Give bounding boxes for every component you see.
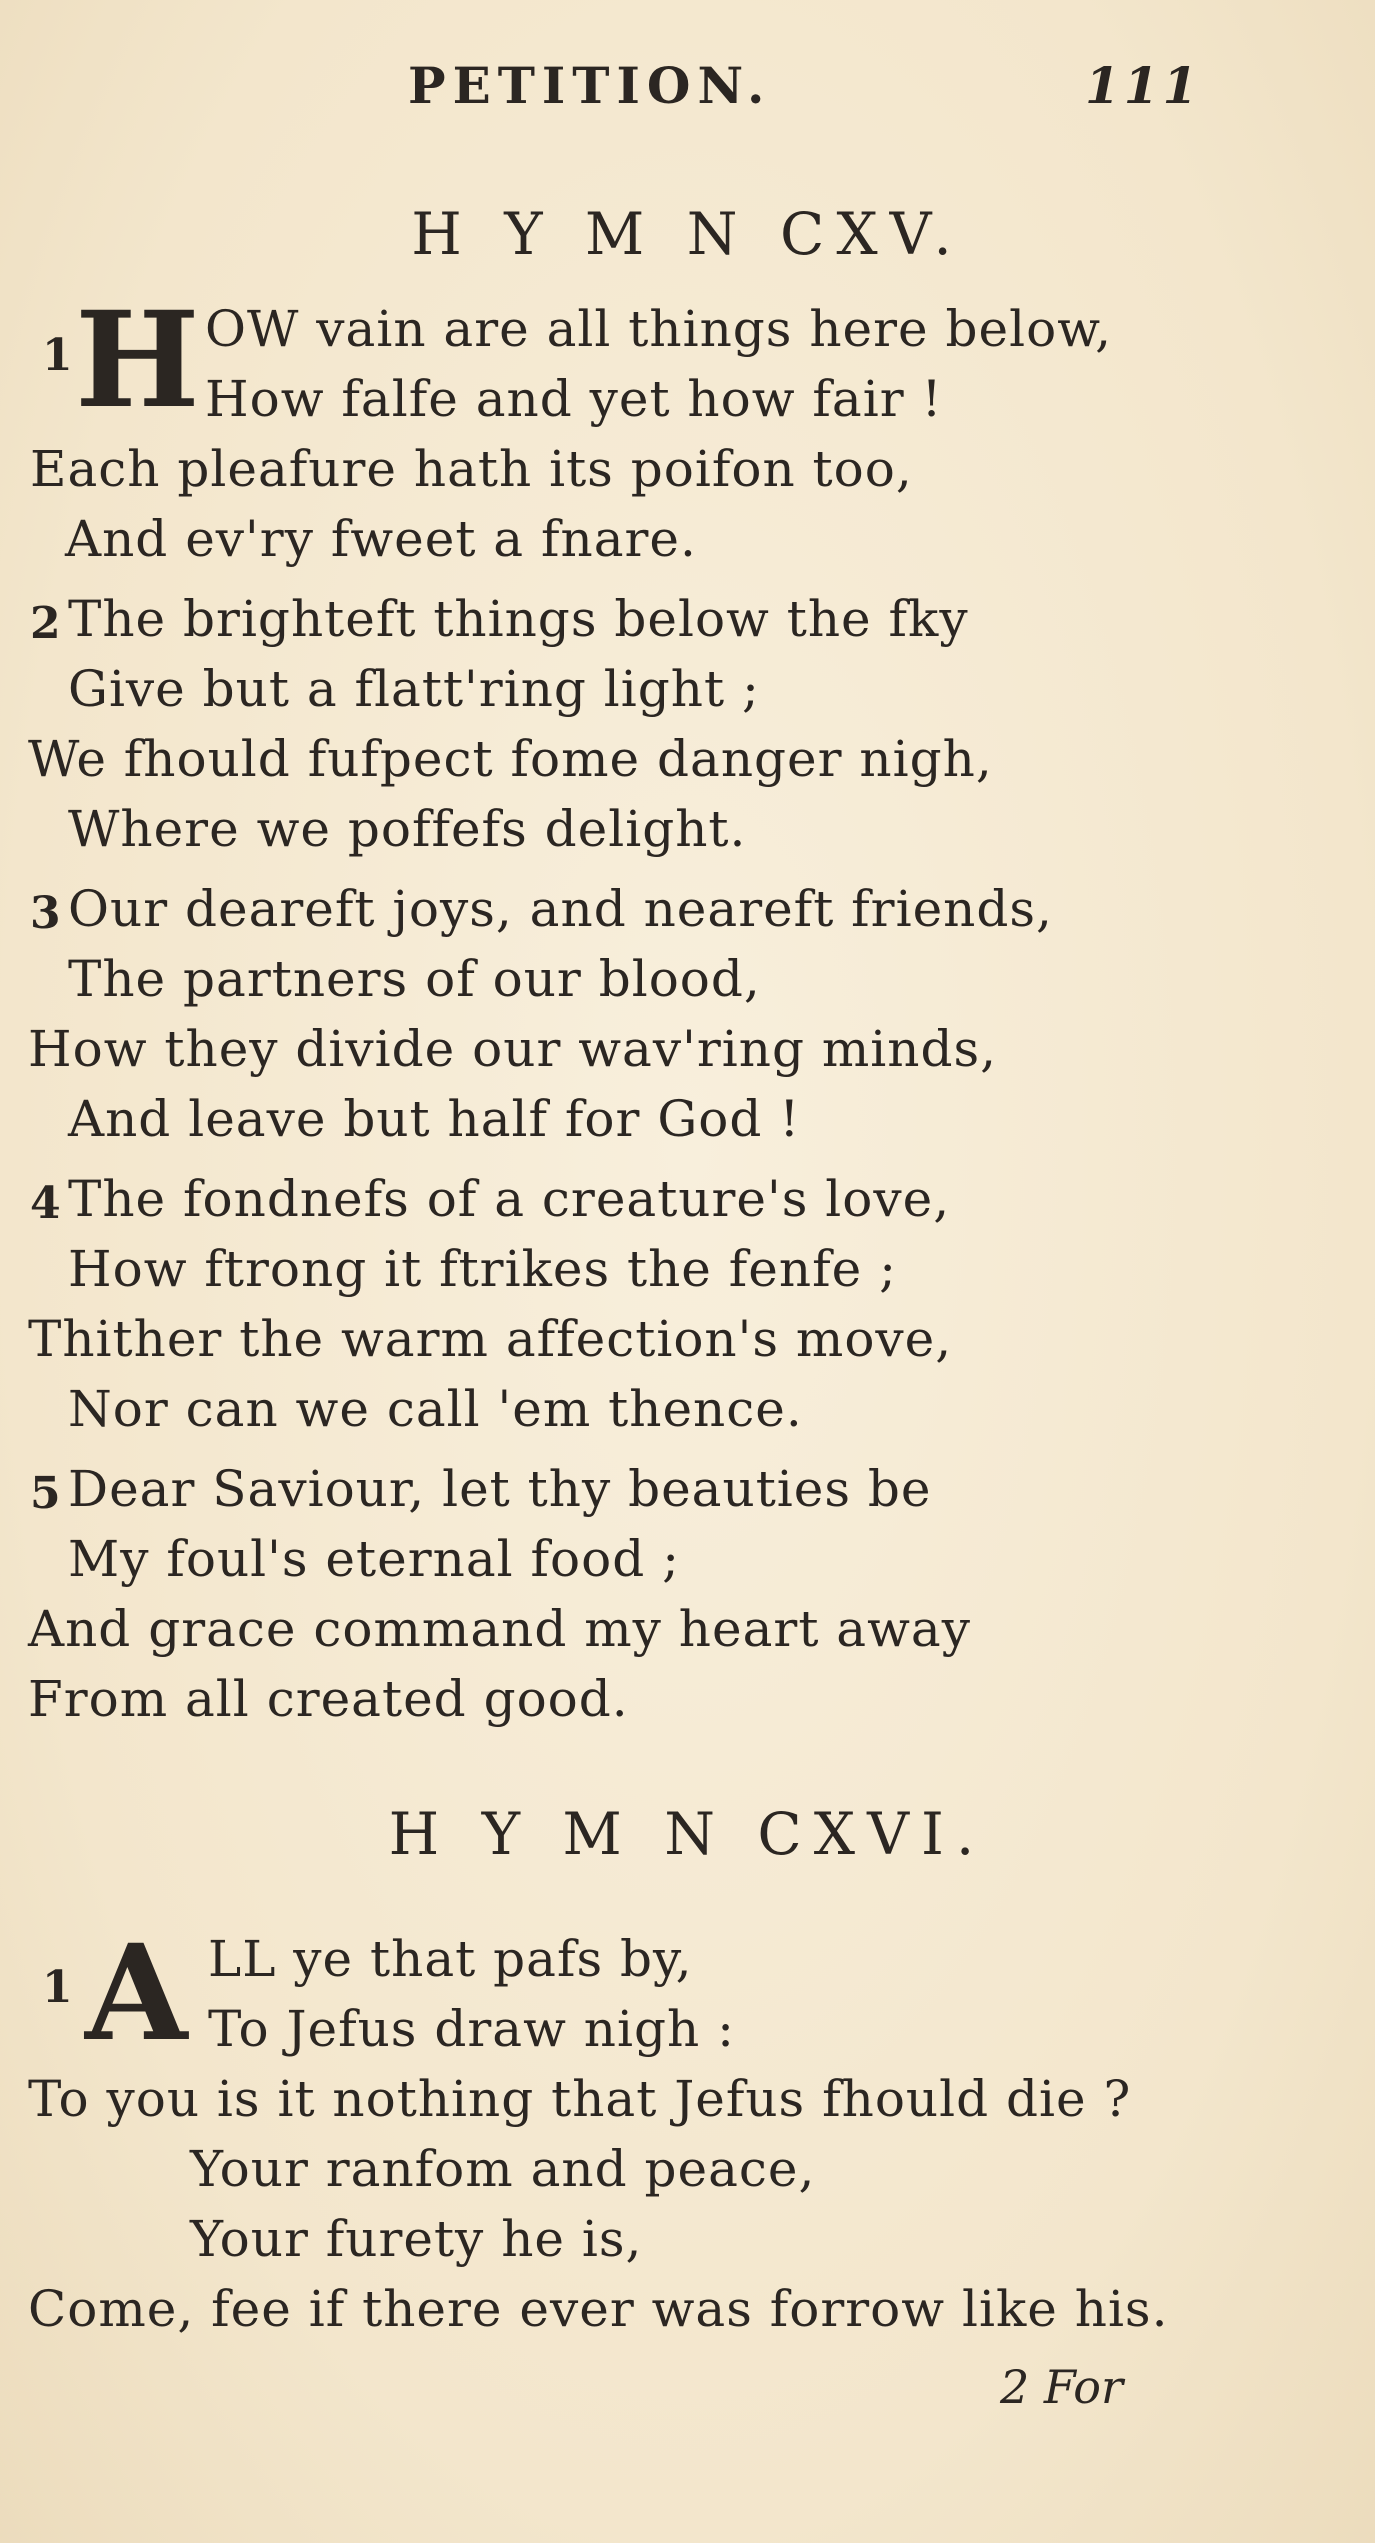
hymn-line: Give but a flatt'ring light ; [68, 660, 760, 718]
hymn-line: To Jefus draw nigh : [208, 2000, 735, 2058]
hymn-line: Nor can we call 'em thence. [68, 1380, 803, 1438]
hymn-line: To you is it nothing that Jefus fhould die ? [28, 2070, 1132, 2128]
hymn-line: Thither the warm affection's move, [28, 1310, 953, 1368]
catchword: 2 For [1000, 2360, 1123, 2414]
hymn-line: The partners of our blood, [68, 950, 761, 1008]
running-title: PETITION. [408, 56, 772, 115]
verse-number: 4 [30, 1178, 61, 1229]
hymn-line: OW vain are all things here below, [205, 300, 1112, 358]
verse-number: 3 [30, 888, 61, 939]
verse-number: 2 [30, 598, 61, 649]
hymn-line: My foul's eternal food ; [68, 1530, 680, 1588]
verse-number: 5 [30, 1468, 61, 1519]
hymn-line: Your furety he is, [190, 2210, 643, 2268]
hymn-line: How ftrong it ftrikes the fenfe ; [68, 1240, 897, 1298]
page-number: 111 [1085, 56, 1202, 115]
verse-number: 1 [42, 1962, 73, 2013]
hymn-line: Dear Saviour, let thy beauties be [68, 1460, 932, 1518]
hymn-line: Where we poffefs delight. [68, 800, 747, 858]
hymn-line: LL ye that pafs by, [208, 1930, 693, 1988]
drop-cap: H [75, 283, 200, 438]
hymn-line: Each pleafure hath its poifon too, [30, 440, 913, 498]
hymn-line: And grace command my heart away [28, 1600, 971, 1658]
hymn-line: Your ranfom and peace, [190, 2140, 816, 2198]
hymn-line: How they divide our wav'ring minds, [28, 1020, 998, 1078]
hymn-line: The brighteft things below the fky [68, 590, 969, 648]
hymn-line: We fhould fufpect fome danger nigh, [28, 730, 993, 788]
hymn-line: From all created good. [28, 1670, 629, 1728]
verse-number: 1 [42, 330, 73, 381]
hymn-title-cxv: H Y M N CXV. [411, 200, 964, 268]
hymn-line: And leave but half for God ! [68, 1090, 801, 1148]
running-head [0, 38, 1375, 118]
hymn-line: Our deareft joys, and neareft friends, [68, 880, 1053, 938]
hymn-line: How falfe and yet how fair ! [205, 370, 943, 428]
hymn-line: The fondnefs of a creature's love, [68, 1170, 951, 1228]
hymn-line: Come, fee if there ever was forrow like his. [28, 2280, 1169, 2338]
hymn-title-cxvi: H Y M N CXVI. [388, 1800, 987, 1868]
hymn-line: And ev'ry fweet a fnare. [65, 510, 697, 568]
drop-cap: A [85, 1916, 188, 2071]
